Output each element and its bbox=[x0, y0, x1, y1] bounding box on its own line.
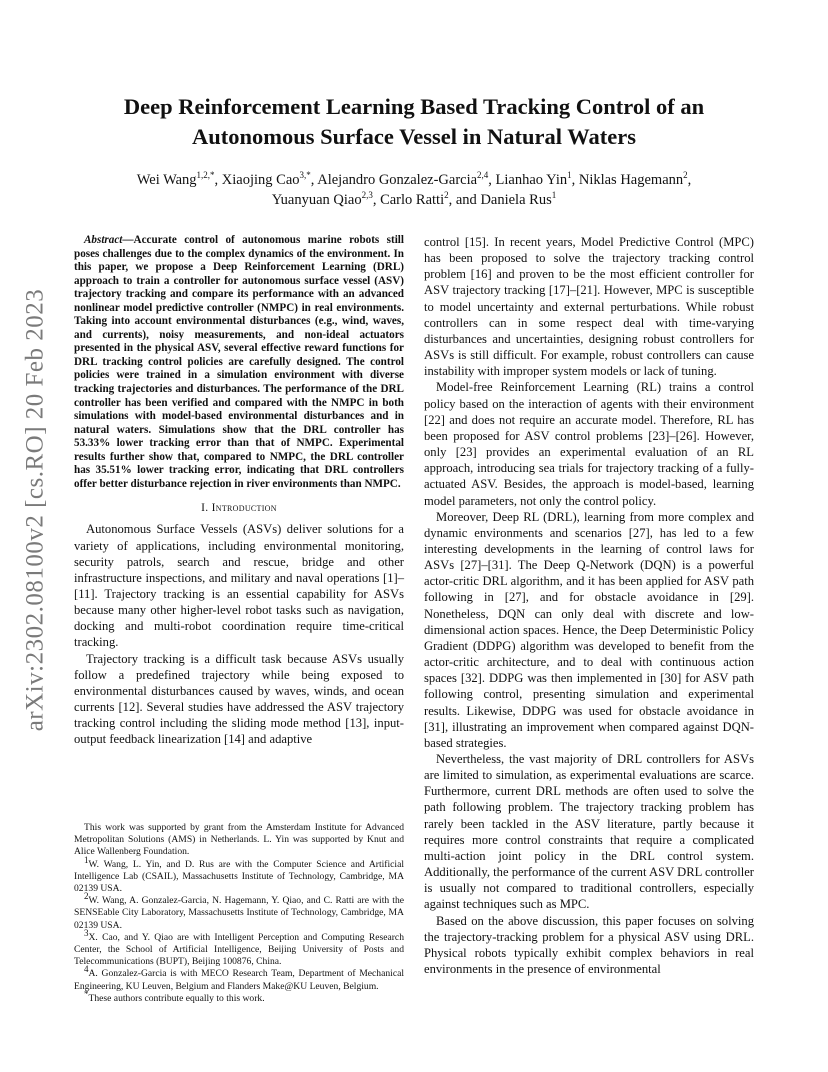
footnote-mark: 2 bbox=[84, 891, 89, 902]
author-7-affil: 2 bbox=[444, 190, 449, 201]
author-7-name: Carlo Ratti bbox=[380, 192, 445, 208]
intro-paragraph-7: Based on the above discussion, this paper focuses on solving the trajectory-tracking problem for a physical ASV using DRL. Physical robots typically exhibit complex behaviors in real environments in the presence of environmental bbox=[424, 913, 754, 977]
author-separator: , bbox=[571, 172, 579, 188]
intro-paragraph-5: Moreover, Deep RL (DRL), learning from more complex and dynamic environments and scenarios [27], has led to a few interesting developments in the learning of control laws for ASVs [27]–[31]. The Deep Q-Network (DQN) is a powerful actor-critic DRL algorithm, and it has been applied for ASV path following in [27], and for obstacle avoidance in [29]. Nonetheless, DQN can only deal with discrete and low-dimensional action spaces. Hence, the Deep Deterministic Policy Gradient (DDPG) algorithm was developed to benefit from the actor-critic architecture, and to deal with continuous action spaces [32]. DDPG was then implemented in [30] for ASV path following control, presenting simulation and experimental results. Likewise, DDPG was used for obstacle avoidance in [31], illustrating an improvement when compared against DQN-based strategies. bbox=[424, 509, 754, 750]
footnote-text: A. Gonzalez-Garcia is with MECO Research Team, Department of Mechanical Engineering, KU Leuven, Belgium and Flanders Make@KU Leuven, Belgium. bbox=[74, 968, 404, 992]
abstract bbox=[74, 234, 404, 491]
title-line-2: Autonomous Surface Vessel in Natural Waters bbox=[192, 124, 636, 149]
footnote-text: W. Wang, A. Gonzalez-Garcia, N. Hagemann, Y. Qiao, and C. Ratti are with the SENSEable City Laboratory, Massachusetts Institute of Technology, Cambridge, MA 02139 USA. bbox=[74, 895, 404, 931]
author-6-affil: 2,3 bbox=[361, 190, 373, 201]
author-2-affil: 3,* bbox=[299, 170, 311, 181]
footnote-funding bbox=[74, 822, 404, 859]
footnote-text: These authors contribute equally to this work. bbox=[88, 992, 265, 1004]
footnote-mark: * bbox=[84, 988, 89, 999]
intro-paragraph-1: Autonomous Surface Vessels (ASVs) deliver solutions for a variety of applications, including environmental monitoring, security patrols, search and rescue, bridge and other infrastructure inspections, and military and naval operations [1]–[11]. Trajectory tracking is an essential capability for ASVs because many other higher-level robot tasks such as navigation, docking and multi-robot coordination require time-critical tracking. bbox=[74, 522, 404, 650]
author-and: and bbox=[455, 192, 481, 208]
arxiv-watermark bbox=[20, 290, 50, 730]
author-6-name: Yuanyuan Qiao bbox=[271, 192, 362, 208]
author-separator: , bbox=[214, 172, 222, 188]
abstract-dash: — bbox=[122, 234, 134, 246]
paper-title bbox=[90, 92, 738, 152]
intro-paragraph-6: Nevertheless, the vast majority of DRL controllers for ASVs are limited to simulation, as experimental evaluations are scarce. Furthermore, current DRL methods are often used to solve the path following problem. The trajectory tracking problem has rarely been tackled in the ASV literature, partly because it requires more control constraints that require a complicated multi-action joint policy in the DRL control system. Additionally, the performance of the current ASV DRL controller is usually not compared to traditional controllers, especially against techniques such as MPC. bbox=[424, 752, 754, 912]
author-separator: , bbox=[687, 172, 692, 188]
author-2-name: Xiaojing Cao bbox=[221, 172, 300, 188]
author-3-name: Alejandro Gonzalez-Garcia bbox=[317, 172, 478, 188]
footnote-affil-2 bbox=[74, 891, 404, 932]
title-line-1: Deep Reinforcement Learning Based Tracking Control of an bbox=[123, 94, 705, 119]
author-5-name: Niklas Hagemann bbox=[578, 172, 684, 188]
footnote-mark: 1 bbox=[84, 854, 89, 865]
footnote-funding-text: This work was supported by grant from the Amsterdam Institute for Advanced Metropolitan Solutions (AMS) in Netherlands. L. Yin was supported by Knut and Alice Wallenberg Foundation. bbox=[74, 822, 404, 858]
intro-paragraph-4: Model-free Reinforcement Learning (RL) trains a control policy based on the interaction of agents with their environment [22] and does not require an accurate model. Therefore, RL has been proposed for ASV control problems [23]–[26]. However, only [23] provides an experimental evaluation of an RL approach, introducing sea trials for trajectory tracking of a fully-actuated ASV. Besides, the approach is model-based, learning model parameters, not only the control policy. bbox=[424, 380, 754, 508]
abstract-label: Abstract bbox=[84, 234, 123, 246]
intro-paragraph-2: Trajectory tracking is a difficult task because ASVs usually follow a predefined trajectory while being exposed to environmental disturbances caused by waves, winds, and ocean currents [12]. Several studies have addressed the ASV trajectory tracking control including the sliding mode method [13], input-output feedback linearization [14] and adaptive bbox=[74, 651, 404, 747]
left-column bbox=[74, 234, 404, 748]
author-8-affil: 1 bbox=[551, 190, 557, 201]
author-1-name: Wei Wang bbox=[136, 172, 197, 188]
author-3-affil: 2,4 bbox=[477, 170, 489, 181]
author-separator: , bbox=[310, 172, 318, 188]
author-4-name: Lianhao Yin bbox=[495, 172, 568, 188]
footnote-affil-3 bbox=[74, 927, 404, 969]
footnotes bbox=[74, 822, 404, 1005]
author-separator: , bbox=[448, 192, 456, 208]
author-separator: , bbox=[488, 172, 496, 188]
author-5-affil: 2 bbox=[683, 170, 688, 181]
footnote-equal-contribution bbox=[74, 988, 404, 1005]
footnote-text: W. Wang, L. Yin, and D. Rus are with the Computer Science and Artificial Intelligence Lab (CSAIL), Massachusetts Institute of Technology, Cambridge, MA 02139 USA. bbox=[74, 858, 404, 895]
author-separator: , bbox=[372, 192, 381, 208]
footnote-affil-4 bbox=[74, 964, 404, 992]
arxiv-watermark-text: arXiv:2302.08100v2 [cs.RO] 20 Feb 2023 bbox=[21, 288, 49, 732]
intro-paragraph-3: control [15]. In recent years, Model Predictive Control (MPC) has been proposed to solve the trajectory tracking control problem [16] and proven to be the most efficient controller for ASV trajectory tracking [17]–[21]. However, MPC is susceptible to model uncertainty and external perturbations. While robust controllers can in some respect deal with time-varying disturbances and uncertainties, designing robust controllers for ASVs is still difficult. For example, robust controllers can cause instability with improper system models or lack of tuning. bbox=[424, 235, 754, 379]
author-1-affil: 1,2,* bbox=[196, 170, 215, 181]
footnote-affil-1 bbox=[74, 854, 404, 896]
abstract-text: Accurate control of autonomous marine robots still poses challenges due to the complex dynamics of the environment. In this paper, we propose a Deep Reinforcement Learning (DRL) approach to train a controller for autonomous surface vessel (ASV) trajectory tracking and compare its performance with an advanced nonlinear model predictive controller (NMPC) in real environments. Taking into account environmental disturbances (e.g., wind, waves, and currents), noisy measurements, and non-ideal actuators presented in the physical ASV, several effective reward functions for DRL tracking control policies are carefully designed. The control policies were trained in a simulation environment with diverse tracking trajectories and disturbances. The performance of the DRL controller has been verified and compared with the NMPC in both simulations with model-based environmental disturbances and in natural waters. Simulations show that the DRL controller has 53.33% lower tracking error than that of NMPC. Experimental results further show that, compared to NMPC, the DRL controller has 35.51% lower tracking error, indicating that DRL controllers offer better disturbance rejection in river environments than NMPC. bbox=[74, 234, 404, 490]
footnote-text: X. Cao, and Y. Qiao are with Intelligent Perception and Computing Research Center, the School of Artificial Intelligence, Beijing University of Posts and Telecommunications (BUPT), Beijing 100876, China. bbox=[74, 931, 404, 968]
footnote-mark: 4 bbox=[84, 964, 89, 975]
section-heading-introduction: I. Introduction bbox=[201, 502, 277, 515]
footnote-mark: 3 bbox=[84, 927, 89, 938]
author-8-name: Daniela Rus bbox=[480, 192, 552, 208]
author-list bbox=[90, 170, 738, 210]
right-column bbox=[424, 234, 754, 977]
author-4-affil: 1 bbox=[567, 170, 572, 181]
